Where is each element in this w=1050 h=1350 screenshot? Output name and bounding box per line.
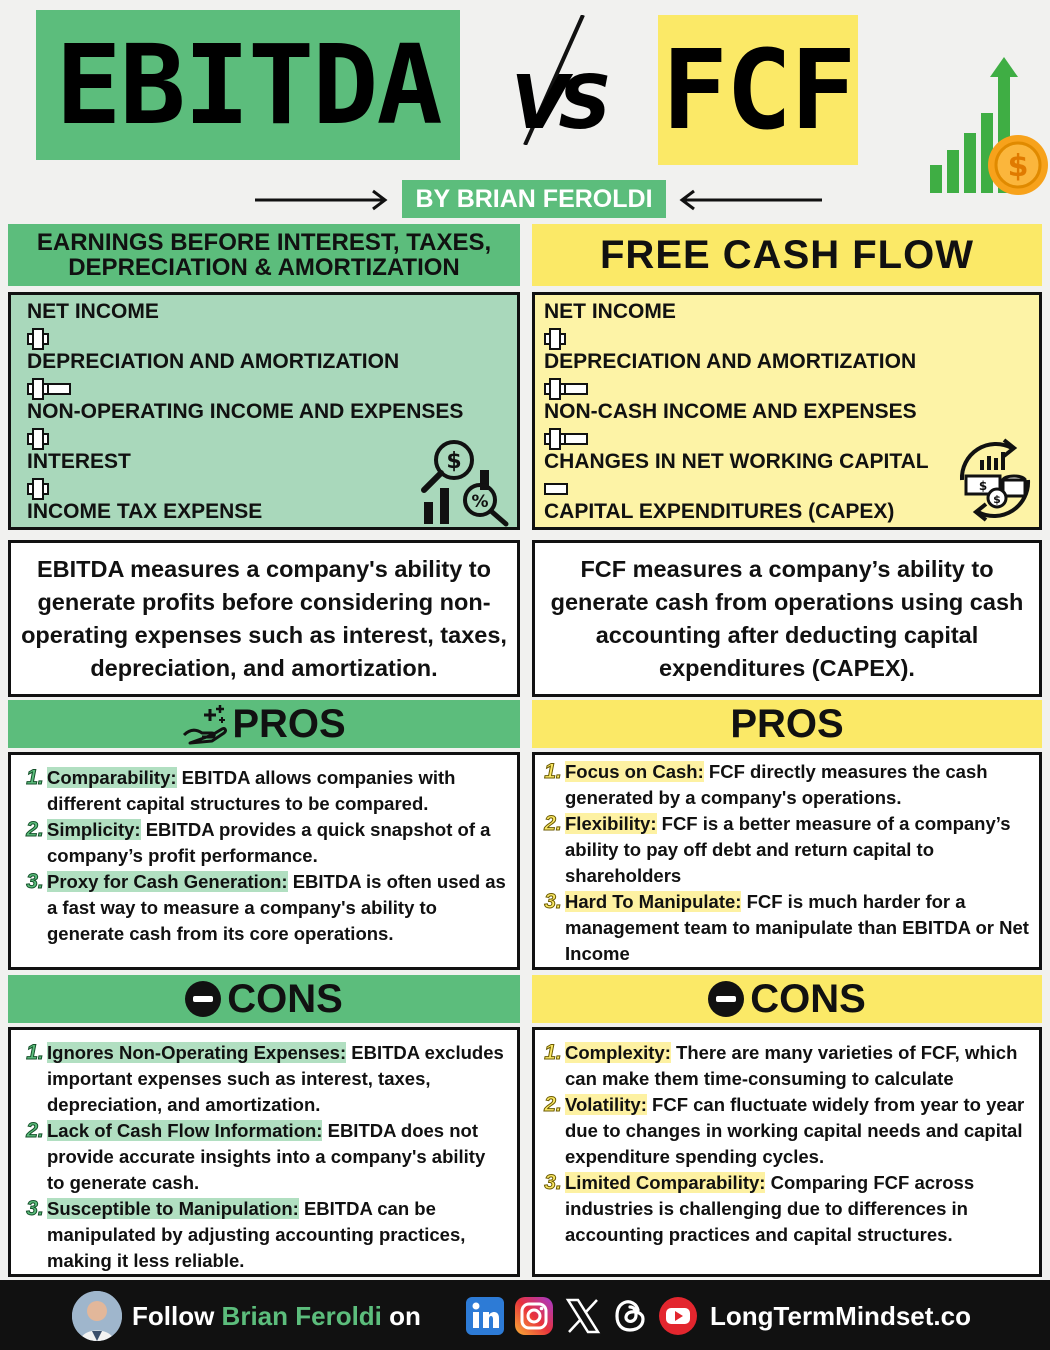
follow-label: Follow — [132, 1300, 222, 1331]
list-item — [541, 889, 1029, 967]
item-text: EBITDA can be manipulated by adjusting accounting practices, making it less reliable. — [47, 1198, 466, 1271]
item-text: EBITDA provides a quick snapshot of a company’s profit performance. — [47, 819, 491, 866]
item-term: Ignores Non-Operating Expenses: — [47, 1042, 347, 1063]
fcf-pros-list — [532, 752, 1042, 970]
item-text: FCF can fluctuate widely from year to year due to changes in working capital needs and capital expenditure spending cycles. — [565, 1094, 1025, 1167]
item-number: 2. — [26, 818, 44, 841]
minus-icon — [564, 428, 582, 446]
plus-icon — [27, 378, 45, 396]
fcf-cons-list — [532, 1027, 1042, 1277]
formula-line: CHANGES IN NET WORKING CAPITAL — [544, 450, 929, 473]
formula-line: NON-CASH INCOME AND EXPENSES — [544, 400, 917, 423]
ebitda-cons-list — [8, 1027, 520, 1277]
item-term: Susceptible to Manipulation: — [47, 1198, 299, 1219]
fcf-pros-header — [532, 700, 1042, 748]
ebitda-pros-list — [8, 752, 520, 970]
minus-icon — [544, 478, 562, 496]
byline: BY BRIAN FEROLDI — [402, 180, 666, 218]
list-item — [541, 1040, 1029, 1092]
item-text: FCF is a better measure of a company’s ability to pay off debt and return capital to shareholders — [565, 813, 1011, 886]
list-item — [23, 1118, 507, 1196]
formula-line: INTEREST — [27, 450, 131, 473]
item-text: EBITDA is often used as a fast way to measure a company's ability to generate cash from its core operations. — [47, 871, 506, 944]
list-item — [541, 811, 1029, 889]
arrow-left-icon — [672, 188, 822, 212]
magnifier-dollar-chart-icon — [416, 436, 516, 528]
item-term: Complexity: — [565, 1042, 671, 1063]
list-item — [541, 1170, 1029, 1248]
plus-icon — [27, 478, 45, 496]
cash-cycle-icon — [950, 434, 1040, 526]
formula-line: DEPRECIATION AND AMORTIZATION — [544, 350, 917, 373]
item-number: 1. — [544, 1041, 562, 1064]
svg-text:$: $ — [993, 493, 1001, 506]
website-link[interactable]: LongTermMindset.co — [710, 1300, 971, 1331]
formula-line: NET INCOME — [544, 300, 676, 323]
ebitda-description: EBITDA measures a company's ability to generate profits before considering non-operating expenses such as interest, taxes, depreciation, and amortization. — [8, 540, 520, 697]
ebitda-cons-header — [8, 975, 520, 1023]
instagram-icon[interactable] — [514, 1296, 554, 1336]
minus-icon — [47, 378, 65, 396]
list-item — [23, 869, 507, 947]
minus-icon — [564, 378, 582, 396]
fcf-description: FCF measures a company’s ability to generate cash from operations using cash accounting after deducting capital expenditures (CAPEX). — [532, 540, 1042, 697]
formula-line: NON-OPERATING INCOME AND EXPENSES — [27, 400, 464, 423]
fcf-header: FREE CASH FLOW — [532, 224, 1042, 286]
item-number: 2. — [26, 1119, 44, 1142]
author-name[interactable]: Brian Feroldi — [221, 1300, 382, 1331]
item-number: 1. — [26, 1041, 44, 1064]
svg-text:$: $ — [446, 449, 462, 474]
hand-sparkle-icon — [182, 703, 228, 745]
linkedin-icon[interactable] — [465, 1296, 505, 1336]
pros-label: PROS — [232, 701, 346, 746]
plus-icon — [544, 328, 562, 346]
avatar — [72, 1291, 122, 1341]
ebitda-header: EARNINGS BEFORE INTEREST, TAXES, DEPRECIATION & AMORTIZATION — [8, 224, 520, 286]
title-fcf: FCF — [658, 15, 858, 165]
item-text: There are many varieties of FCF, which can make them time-consuming to calculate — [565, 1042, 1018, 1089]
arrow-right-icon — [255, 188, 395, 212]
item-term: Hard To Manipulate: — [565, 891, 742, 912]
item-number: 2. — [544, 812, 562, 835]
item-text: FCF directly measures the cash generated by a company's operations. — [565, 761, 988, 808]
item-number: 3. — [544, 1171, 562, 1194]
item-term: Focus on Cash: — [565, 761, 704, 782]
item-term: Volatility: — [565, 1094, 647, 1115]
cons-label: CONS — [750, 976, 866, 1021]
item-text: EBITDA excludes important expenses such as interest, taxes, depreciation, and amortization. — [47, 1042, 504, 1115]
list-item — [541, 1092, 1029, 1170]
footer-follow-text — [132, 1296, 421, 1336]
plus-icon — [544, 428, 562, 446]
svg-text:$: $ — [978, 479, 988, 493]
formula-line: INCOME TAX EXPENSE — [27, 500, 263, 523]
item-term: Lack of Cash Flow Information: — [47, 1120, 323, 1141]
item-term: Proxy for Cash Generation: — [47, 871, 288, 892]
plus-icon — [27, 428, 45, 446]
item-number: 3. — [544, 890, 562, 913]
list-item — [23, 817, 507, 869]
item-number: 3. — [26, 1197, 44, 1220]
formula-line: DEPRECIATION AND AMORTIZATION — [27, 350, 400, 373]
list-item — [23, 1196, 507, 1274]
item-number: 2. — [544, 1093, 562, 1116]
formula-operator — [544, 324, 1039, 349]
item-number: 3. — [26, 870, 44, 893]
list-item — [23, 765, 507, 817]
fcf-cons-header — [532, 975, 1042, 1023]
formula-line: CAPITAL EXPENDITURES (CAPEX) — [544, 500, 895, 523]
item-text: EBITDA allows companies with different capital structures to be compared. — [47, 767, 456, 814]
list-item — [23, 1040, 507, 1118]
item-term: Flexibility: — [565, 813, 657, 834]
item-term: Comparability: — [47, 767, 177, 788]
cons-label: CONS — [227, 976, 343, 1021]
title-vs — [505, 40, 615, 160]
item-text: FCF is much harder for a management team to manipulate than EBITDA or Net Income — [565, 891, 1029, 964]
item-term: Limited Comparability: — [565, 1172, 766, 1193]
youtube-icon[interactable] — [658, 1296, 698, 1336]
formula-operator — [27, 374, 517, 399]
item-text: EBITDA does not provide accurate insights into a company's ability to generate cash. — [47, 1120, 486, 1193]
minus-circle-icon — [185, 981, 221, 1017]
item-number: 1. — [544, 760, 562, 783]
plus-icon — [27, 328, 45, 346]
item-number: 1. — [26, 766, 44, 789]
plus-icon — [544, 378, 562, 396]
threads-icon[interactable] — [610, 1296, 650, 1336]
x-icon[interactable] — [563, 1296, 603, 1336]
item-term: Simplicity: — [47, 819, 141, 840]
formula-line: NET INCOME — [27, 300, 159, 323]
minus-circle-icon — [708, 981, 744, 1017]
growth-chart-coin-icon — [925, 55, 1050, 195]
formula-operator — [544, 374, 1039, 399]
item-text: Comparing FCF across industries is challenging due to differences in accounting practices and capital structures. — [565, 1172, 975, 1245]
ebitda-pros-header — [8, 700, 520, 748]
avatar-portrait-icon — [72, 1291, 122, 1341]
pros-label: PROS — [730, 701, 844, 746]
svg-text:%: % — [471, 492, 489, 512]
formula-operator — [27, 324, 517, 349]
title-ebitda: EBITDA — [36, 10, 460, 160]
svg-text:$: $ — [1007, 149, 1029, 184]
vs-text: VS — [511, 60, 602, 146]
list-item — [541, 759, 1029, 811]
on-label: on — [381, 1300, 421, 1331]
